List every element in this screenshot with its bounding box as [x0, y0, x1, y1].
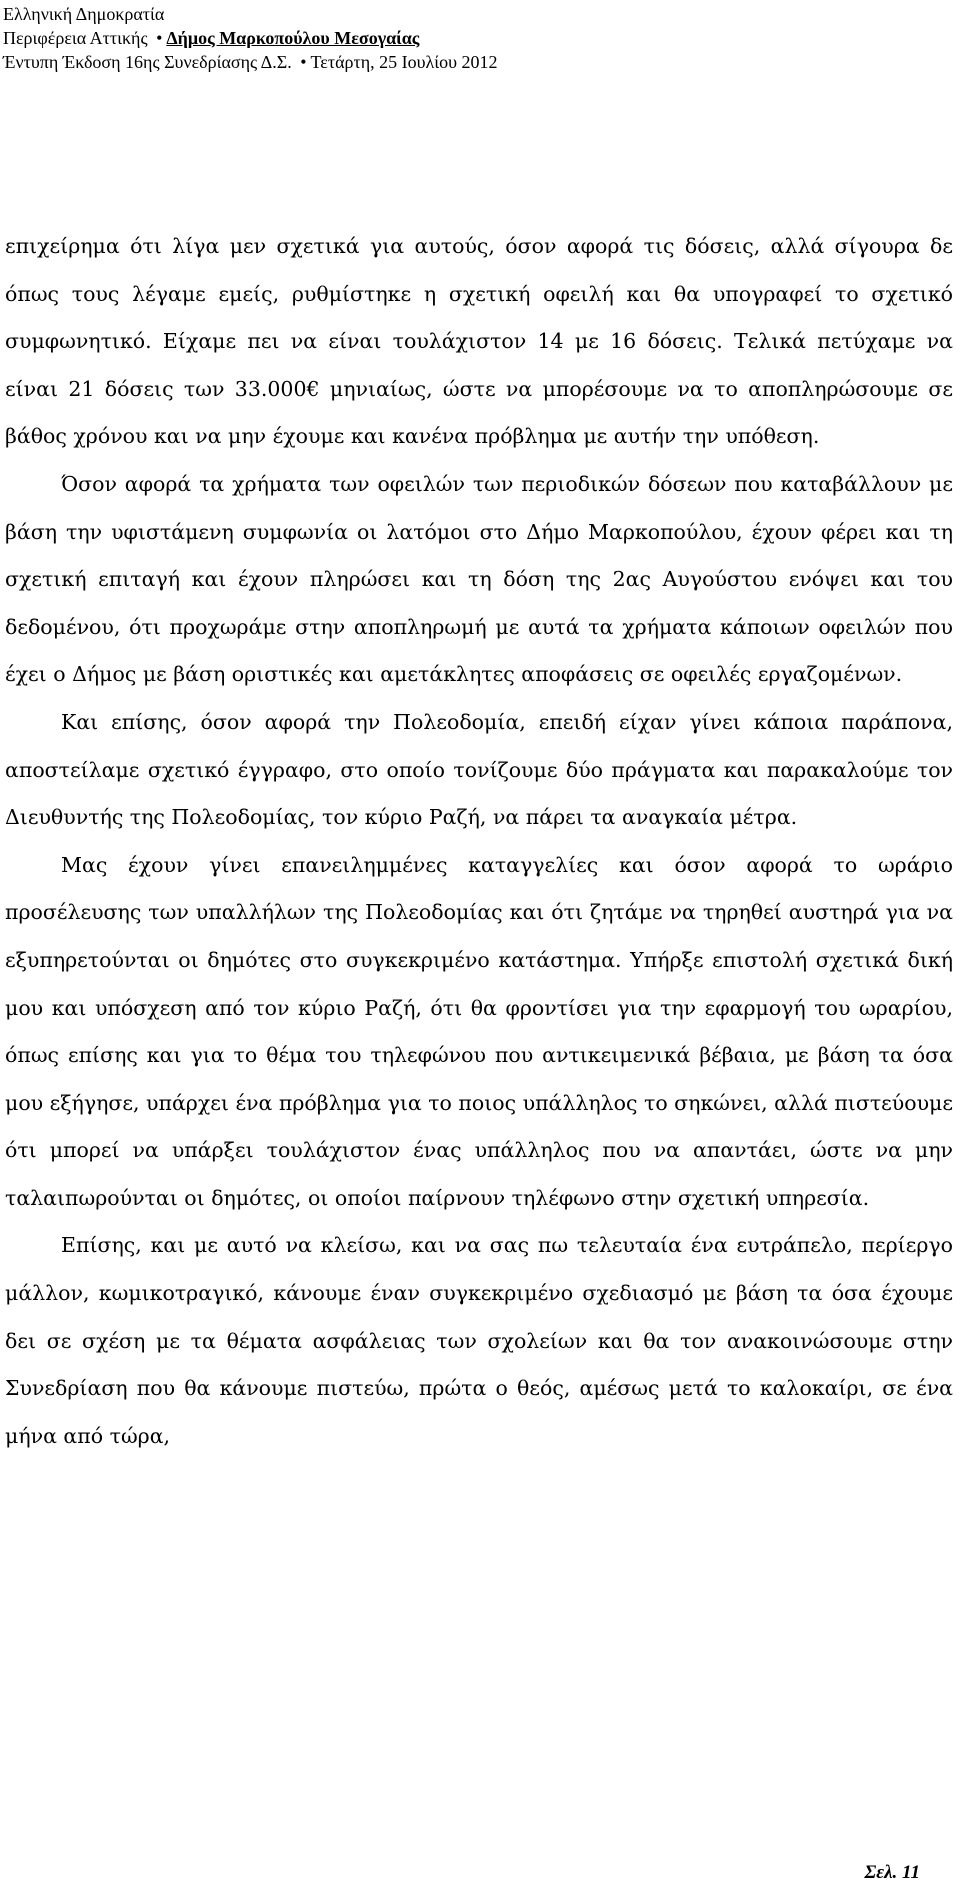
header-bullet: • [156, 28, 163, 48]
header-edition: Έντυπη Έκδοση 16ης Συνεδρίασης Δ.Σ. [3, 52, 292, 72]
paragraph: Όσον αφορά τα χρήματα των οφειλών των περιοδικών δόσεων που καταβάλλουν με βάση την υφιστάμενη συμφωνία οι λατόμοι στο Δήμο Μαρκοπούλου, έχουν φέρει και τη σχετική επιταγή και έχουν πληρώσει και τη δόση της 2ας Αυγούστου ενόψει και του δεδομένου, ότι προχωράμε στην αποπληρωμή με αυτά τα χρήματα κάποιων οφειλών που έχει ο Δήμος με βάση οριστικές και αμετάκλητες αποφάσεις σε οφειλές εργαζομένων. [5, 471, 953, 687]
header-bullet: • [300, 52, 307, 72]
paragraph: Μας έχουν γίνει επανειλημμένες καταγγελίες και όσον αφορά το ωράριο προσέλευσης των υπαλλήλων της Πολεοδομίας και ότι ζητάμε να τηρηθεί αυστηρά για να εξυπηρετούνται οι δημότες στο συγκεκριμένο κατάστημα. Υπήρξε επιστολή σχετικά δική μου και υπόσχεση από τον κύριο Ραζή, ότι θα φροντίσει για την εφαρμογή του ωραρίου, όπως επίσης και για το θέμα του τηλεφώνου που αντικειμενικά βέβαια, με βάση τα όσα μου εξήγησε, υπάρχει ένα πρόβλημα για το ποιος υπάλληλος το σηκώνει, αλλά πιστεύουμε ότι μπορεί να υπάρξει τουλάχιστον ένας υπάλληλος που να απαντάει, ώστε να μην ταλαιπωρούνται οι δημότες, οι οποίοι παίρνουν τηλέφωνο στην σχετική υπηρεσία. [5, 852, 954, 1210]
header-region: Περιφέρεια Αττικής [3, 28, 148, 48]
header-region-line [3, 26, 498, 50]
page-number: Σελ. 11 [864, 1862, 920, 1883]
paragraph: Και επίσης, όσον αφορά την Πολεοδομία, επειδή είχαν γίνει κάποια παράπονα, αποστείλαμε σχετικό έγγραφο, στο οποίο τονίζουμε δύο πράγματα και παρακαλούμε τον Διευθυντής της Πολεοδομίας, τον κύριο Ραζή, να πάρει τα αναγκαία μέτρα. [5, 709, 953, 830]
paragraph: Επίσης, και με αυτό να κλείσω, και να σας πω τελευταία ένα ευτράπελο, περίεργο μάλλον, κωμικοτραγικό, κάνουμε έναν συγκεκριμένο σχεδιασμό με βάση τα όσα έχουμε δει σε σχέση με τα θέματα ασφάλειας των σχολείων και θα τον ανακοινώσουμε στην Συνεδρίαση που θα κάνουμε πιστεύω, πρώτα ο θεός, αμέσως μετά το καλοκαίρι, σε ένα μήνα από τώρα, [5, 1233, 953, 1448]
document-body [5, 223, 953, 1460]
document-header [3, 2, 498, 74]
header-country: Ελληνική Δημοκρατία [3, 4, 165, 24]
header-municipality: Δήμος Μαρκοπούλου Μεσογαίας [166, 28, 420, 48]
paragraph: επιχείρημα ότι λίγα μεν σχετικά για αυτούς, όσον αφορά τις δόσεις, αλλά σίγουρα δε όπως τους λέγαμε εμείς, ρυθμίστηκε η σχετική οφειλή και θα υπογραφεί το σχετικό συμφωνητικό. Είχαμε πει να είναι τουλάχιστον 14 με 16 δόσεις. Τελικά πετύχαμε να είναι 21 δόσεις των 33.000€ μηνιαίως, ώστε να μπορέσουμε να το αποπληρώσουμε σε βάθος χρόνου και να μην έχουμε και κανένα πρόβλημα με αυτήν την υπόθεση. [5, 234, 953, 449]
header-edition-line [3, 50, 498, 74]
header-date: Τετάρτη, 25 Ιουλίου 2012 [310, 52, 498, 72]
